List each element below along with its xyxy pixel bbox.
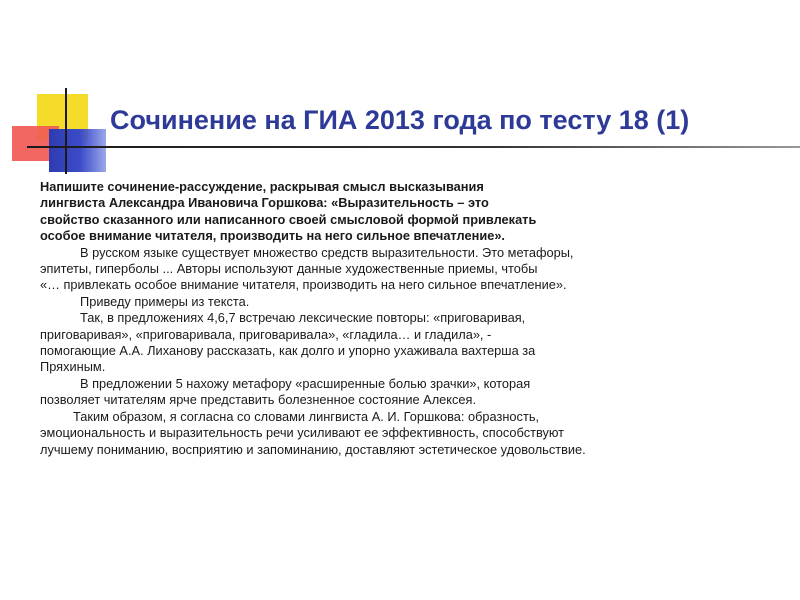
task-line: Напишите сочинение-рассуждение, раскрывая смысл высказывания [40,179,484,194]
essay-paragraph [40,376,760,409]
vertical-accent-line [65,88,67,174]
task-statement [40,179,760,245]
slide-title: Сочинение на ГИА 2013 года по тесту 18 (1) [110,105,690,135]
essay-paragraph [40,409,760,458]
decorative-squares-logo [0,0,120,180]
paragraph-line: эпитеты, гиперболы ... Авторы используют данные художественные приемы, чтобы [40,261,538,277]
paragraph-line: позволяет читателям ярче представить болезненное состояние Алексея. [40,392,477,408]
paragraph-line: Так, в предложениях 4,6,7 встречаю лексические повторы: «приговаривая, [80,310,526,326]
essay-paragraph [40,245,760,294]
paragraph-line: Таким образом, я согласна со словами лингвиста А. И. Горшкова: образность, [73,408,540,424]
paragraph-line: Приведу примеры из текста. [80,293,250,309]
paragraph-line: «… привлекать особое внимание читателя, производить на него сильное впечатление». [40,277,567,293]
paragraph-line: эмоциональность и выразительность речи усиливают ее эффективность, способствуют [40,425,565,441]
task-line: лингвиста Александра Ивановича Горшкова: «Выразительность – это [40,195,489,211]
task-line: особое внимание читателя, производить на него сильное впечатление». [40,228,505,244]
paragraph-line: лучшему пониманию, восприятию и запоминанию, доставляют эстетическое удовольствие. [40,441,586,457]
essay-paragraph [40,294,760,310]
paragraph-line: В предложении 5 нахожу метафору «расширенные болью зрачки», которая [80,375,531,391]
paragraph-line: помогающие А.А. Лиханову рассказать, как долго и упорно ухаживала вахтерша за [40,343,536,359]
paragraph-line: Пряхиным. [40,359,106,375]
blue-square [49,129,106,172]
paragraph-line: приговаривая», «приговаривала, приговаривала», «гладила… и гладила», - [40,326,492,342]
paragraph-line: В русском языке существует множество средств выразительности. Это метафоры, [80,244,574,260]
title-underline-divider [27,146,800,148]
essay-body [40,179,760,458]
task-line: свойство сказанного или написанного своей смысловой формой привлекать [40,211,537,227]
essay-paragraph [40,310,760,376]
